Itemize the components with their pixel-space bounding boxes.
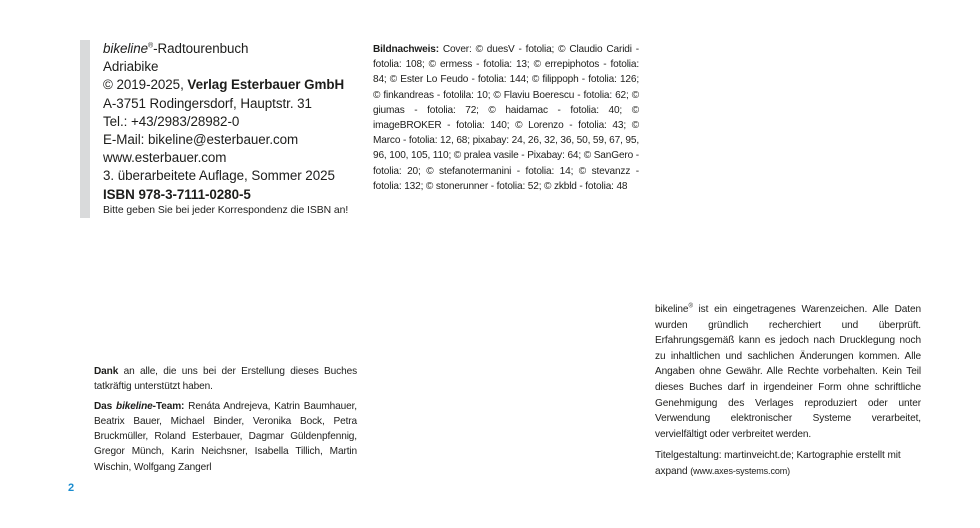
edition-line: 3. überarbeitete Auflage, Sommer 2025 (103, 168, 335, 184)
legal-brand: bikeline (655, 304, 689, 315)
legal-registered-mark: ® (688, 303, 693, 310)
design-credits-text: Titelgestaltung: martinveicht.de; Kartographie erstellt mit axpand (655, 450, 901, 477)
design-credits (655, 448, 921, 479)
imprint-block (80, 40, 360, 218)
acknowledgements (94, 364, 357, 479)
team-paragraph (94, 399, 357, 475)
thanks-label: Dank (94, 366, 119, 377)
publisher-address: A-3751 Rodingersdorf, Hauptstr. 31 (103, 95, 312, 111)
publisher-website: www.esterbauer.com (103, 150, 227, 166)
legal-notice (655, 302, 921, 486)
publisher-phone: Tel.: +43/2983/28982-0 (103, 113, 240, 129)
team-brand: bikeline (116, 400, 153, 412)
trademark-text: ist ein eingetragenes Warenzeichen. Alle Daten wurden gründlich recherchiert und überprüft. Erfahrungsgemäß kann es jedoch nach Drucklegung noch zu inhaltlichen und sachlichen Änderungen kommen. Alle Angaben ohne Gewähr. Alle Rechte vorbehalten. Kein Teil dieses Buches darf in irgendeiner Form ohne schriftliche Genehmigung des Verlages reproduziert oder unter Verwendung elektronischer Systeme verarbeitet, vervielfältigt oder verbreitet werden. (655, 304, 921, 440)
publisher-email: E-Mail: bikeline@esterbauer.com (103, 132, 299, 148)
team-suffix: -Team: (152, 400, 185, 412)
copyright-line (103, 76, 360, 94)
isbn: ISBN 978-3-7111-0280-5 (103, 186, 251, 202)
trademark-paragraph (655, 302, 921, 442)
brand-name: bikeline (103, 41, 149, 56)
isbn-note: Bitte geben Sie bei jeder Korrespondenz die ISBN an! (103, 204, 349, 216)
series-name: -Radtourenbuch (153, 41, 249, 56)
copyright-years: © 2019-2025, (103, 77, 188, 93)
photo-credits-label: Bildnachweis: (373, 44, 439, 55)
publisher-name: Verlag Esterbauer GmbH (187, 77, 345, 93)
imprint-title (103, 40, 360, 58)
design-credits-url: (www.axes-systems.com) (690, 465, 791, 476)
book-title: Adriabike (103, 59, 159, 75)
photo-credits-text: Cover: © duesV - fotolia; © Claudio Caridi - fotolia: 108; © ermess - fotolia: 13; © errepiphotos - fotolia: 84; © Ester Lo Feudo - fotolia: 144; © filippoph - fotolia: 126; © finkandreas - fotolila: 10; © Flaviu Boerescu - fotolia: 62; © giumas - fotolia: 72; © haidamac - fotolia: 40; © imageBROKER - fotolia: 140; © Lorenzo - fotolia: 43; © Marco - fotolia: 12, 68; pixabay: 24, 26, 32, 36, 50, 59, 67, 95, 96, 100, 105, 110; © pralea vasile - Pixabay: 64; © SanGero - fotolia: 20; © stefanotermanini - fotolia: 14; © stevanzz - fotolia: 132; © stonerunner - fotolia: 52; © zkbld - fotolia: 48 (373, 44, 639, 192)
team-members: Renáta Andrejeva, Katrin Baumhauer, Beatrix Bauer, Michael Binder, Veronika Bock, Petra Bruckmüller, Roland Esterbauer, Dagmar Güldenpfennig, Gregor Münch, Karin Neichsner, Isabella Tillich, Martin Wischin, Wolfgang Zangerl (94, 400, 357, 473)
registered-mark: ® (148, 42, 154, 50)
photo-credits (373, 42, 639, 194)
thanks-text: an alle, die uns bei der Erstellung dieses Buches tatkräftig unterstützt haben. (94, 366, 357, 393)
thanks-paragraph (94, 364, 357, 395)
team-prefix: Das (94, 400, 117, 412)
page-number: 2 (68, 482, 75, 494)
